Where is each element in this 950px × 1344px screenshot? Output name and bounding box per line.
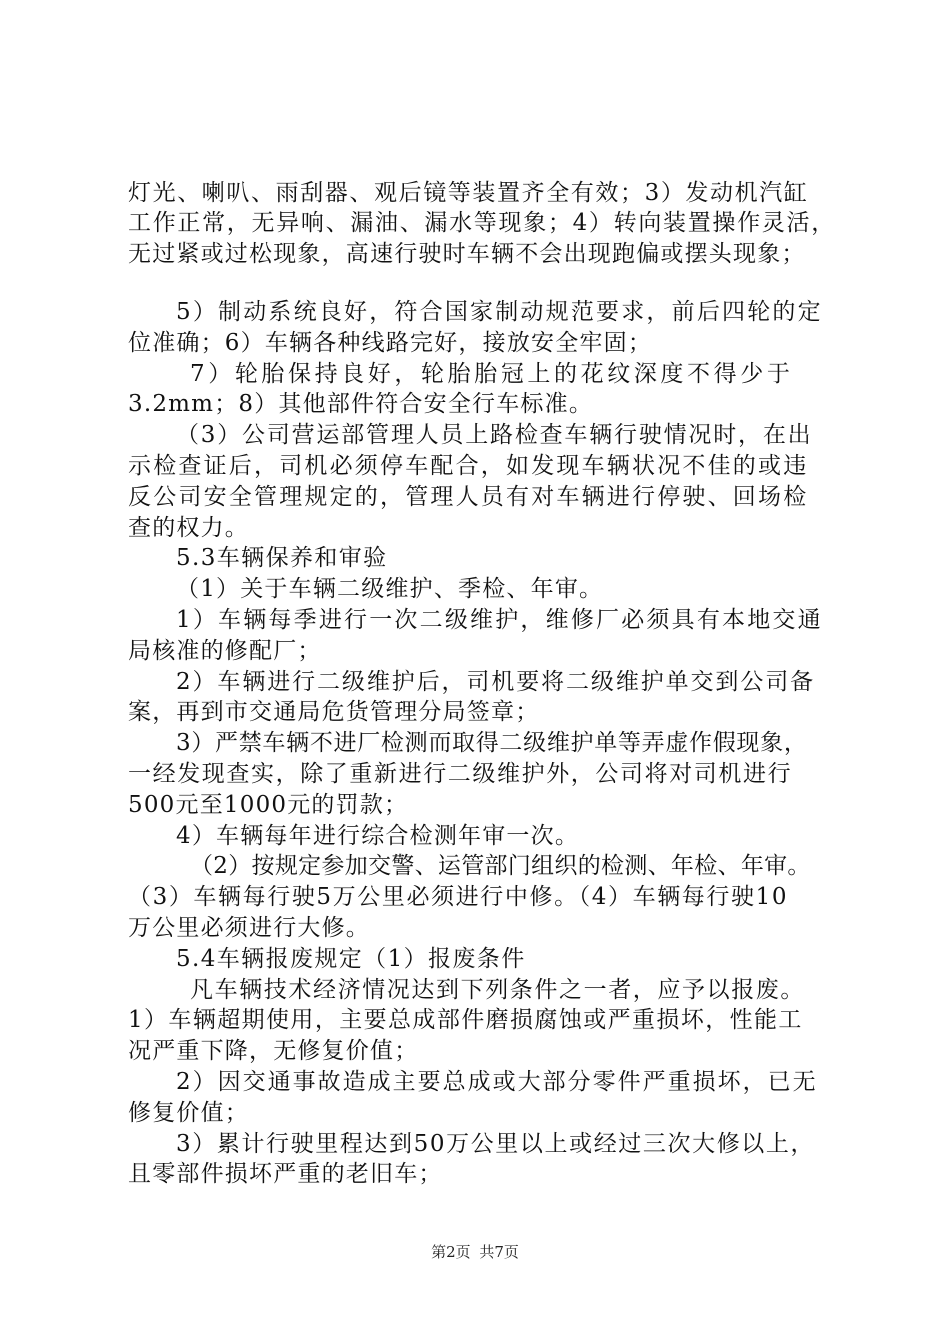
text-line: 案，再到市交通局危货管理分局签章； (128, 699, 540, 725)
text-line: 7）轮胎保持良好，轮胎胎冠上的花纹深度不得少于 (190, 361, 794, 387)
page-footer (0, 1242, 950, 1262)
section-heading: 5.3车辆保养和审验 (176, 545, 388, 571)
text-line: （3）公司营运部管理人员上路检查车辆行驶情况时，在出 (176, 422, 813, 448)
text-line: 3）严禁车辆不进厂检测而取得二级维护单等弄虚作假现象， (176, 730, 808, 756)
text-line: 修复价值； (128, 1100, 249, 1126)
text-line: （3）车辆每行驶5万公里必须进行中修。（4）车辆每行驶10 (128, 884, 789, 910)
page-number: 第2页 (431, 1243, 471, 1261)
text-line: 示检查证后，司机必须停车配合，如发现车辆状况不佳的或违 (128, 453, 809, 479)
text-line: 1）车辆每季进行一次二级维护，维修厂必须具有本地交通 (176, 607, 823, 633)
text-line: 4）车辆每年进行综合检测年审一次。 (176, 823, 580, 849)
text-line: 2）因交通事故造成主要总成或大部分零件严重损坏，已无 (176, 1069, 818, 1095)
text-line: 况严重下降，无修复价值； (128, 1038, 419, 1064)
text-line: （1）关于车辆二级维护、季检、年审。 (176, 576, 604, 602)
text-line: 1）车辆超期使用，主要总成部件磨损腐蚀或严重损坏，性能工 (128, 1007, 803, 1033)
text-line: 灯光、喇叭、雨刮器、观后镜等装置齐全有效；3）发动机汽缸 (128, 180, 809, 206)
text-line: 万公里必须进行大修。 (128, 915, 370, 941)
text-line: 查的权力。 (128, 515, 249, 541)
text-line: 无过紧或过松现象，高速行驶时车辆不会出现跑偏或摆头现象； (128, 241, 806, 267)
page-total: 共7页 (479, 1243, 519, 1261)
text-line: 反公司安全管理规定的，管理人员有对车辆进行停驶、回场检 (128, 484, 809, 510)
text-line: 且零部件损坏严重的老旧车； (128, 1161, 443, 1187)
section-heading: 5.4车辆报废规定（1）报废条件 (176, 946, 526, 972)
text-line: 2）车辆进行二级维护后，司机要将二级维护单交到公司备 (176, 669, 816, 695)
text-line: 凡车辆技术经济情况达到下列条件之一者，应予以报废。 (190, 977, 805, 1003)
text-line: 工作正常，无异响、漏油、漏水等现象；4）转向装置操作灵活， (128, 210, 836, 236)
text-line: 局核准的修配厂； (128, 638, 322, 664)
text-line: 位准确；6）车辆各种线路完好，接放安全牢固； (128, 330, 653, 356)
text-line: （2）按规定参加交警、运管部门组织的检测、年检、年审。 (190, 853, 811, 879)
text-line: 3）累计行驶里程达到50万公里以上或经过三次大修以上， (176, 1131, 816, 1157)
text-line: 500元至1000元的罚款； (128, 792, 409, 818)
text-line: 3.2mm；8）其他部件符合安全行车标准。 (128, 391, 594, 417)
text-line: 5）制动系统良好，符合国家制动规范要求，前后四轮的定 (176, 299, 823, 325)
text-line: 一经发现查实，除了重新进行二级维护外，公司将对司机进行 (128, 761, 793, 787)
